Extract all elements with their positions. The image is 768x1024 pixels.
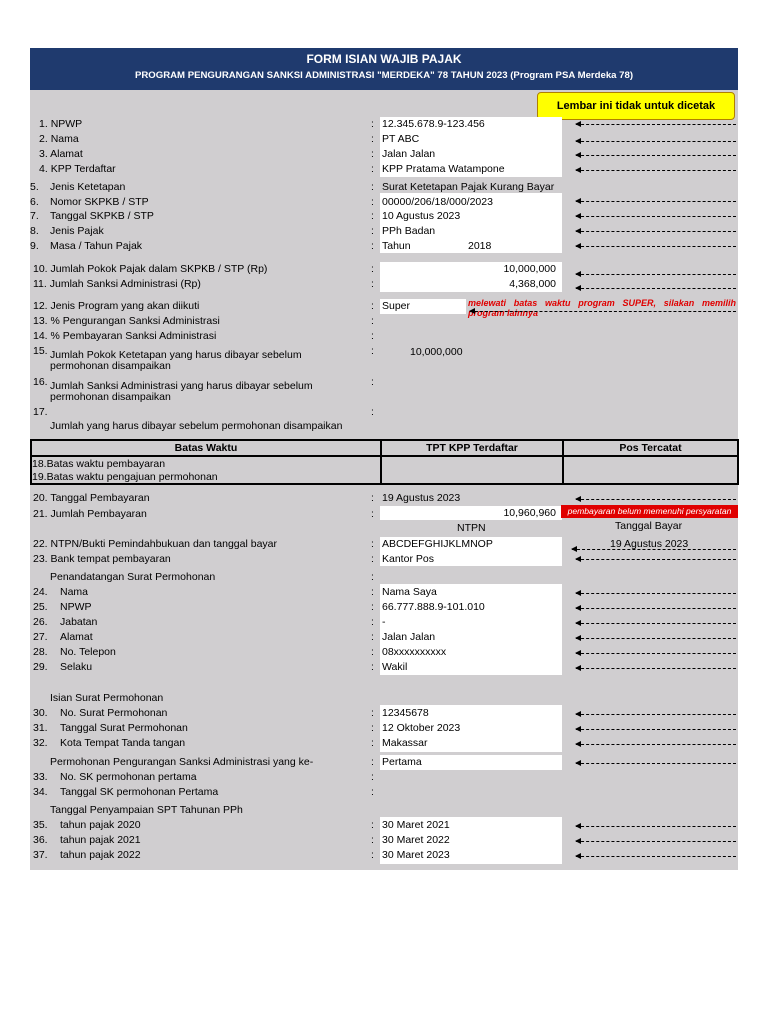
arrow-icon [576, 638, 736, 639]
tpt-kpp-cell[interactable] [381, 456, 563, 484]
spt-2021-value[interactable]: 30 Maret 2022 [382, 834, 450, 846]
arrow-icon [576, 274, 736, 275]
row-26-num: 26. [33, 616, 48, 628]
masa-value[interactable]: Tahun [382, 240, 411, 252]
spt-2020-value[interactable]: 30 Maret 2021 [382, 819, 450, 831]
colon: : [371, 133, 374, 145]
colon: : [371, 210, 374, 222]
batas-label-cell: 18.Batas waktu pembayaran [31, 456, 381, 470]
row-29-num: 29. [33, 661, 48, 673]
row-8-label: Jenis Pajak [50, 225, 104, 237]
colon: : [371, 163, 374, 175]
row-12: 12. Jenis Program yang akan diikuti [33, 300, 200, 312]
row-16-num: 16. [33, 376, 48, 388]
tanggal-bayar-value[interactable]: 19 Agustus 2023 [610, 538, 689, 550]
colon: : [371, 148, 374, 160]
payment-warning: pembayaran belum memenuhi persyaratan [561, 505, 738, 518]
row-31-num: 31. [33, 722, 48, 734]
arrow-icon [576, 216, 736, 217]
row-30-label: No. Surat Permohonan [60, 707, 168, 719]
jumlah-pembayaran-value[interactable]: 10,960,960 [503, 507, 556, 519]
jenis-pajak-value[interactable]: PPh Badan [382, 225, 436, 237]
arrow-icon [576, 124, 736, 125]
arrow-icon [576, 826, 736, 827]
row-23: 23. Bank tempat pembayaran [33, 553, 171, 565]
row-24-label: Nama [60, 586, 89, 598]
row-10: 10. Jumlah Pokok Pajak dalam SKPKB / STP (Rp) [33, 263, 268, 275]
row-27-num: 27. [33, 631, 48, 643]
form-subtitle: PROGRAM PENGURANGAN SANKSI ADMINISTRASI "MERDEKA" 78 TAHUN 2023 (Program PSA Merdeka 78) [134, 70, 634, 81]
row-34-label: Tanggal SK permohonan Pertama [60, 786, 219, 798]
row-4: 4. KPP Terdaftar [39, 163, 116, 175]
row-28-num: 28. [33, 646, 48, 658]
colon: : [371, 819, 374, 831]
signer-npwp-value[interactable]: 66.777.888.9-101.010 [382, 601, 485, 613]
colon: : [371, 538, 374, 550]
row-25-label: NPWP [60, 601, 92, 613]
colon: : [371, 118, 374, 130]
signer-selaku-value[interactable]: Wakil [382, 661, 408, 673]
arrow-icon [576, 155, 736, 156]
row-2: 2. Nama [39, 133, 79, 145]
row-27-label: Alamat [60, 631, 93, 643]
row-9-label: Masa / Tahun Pajak [50, 240, 143, 252]
form-title: FORM ISIAN WAJIB PAJAK [306, 52, 462, 66]
row-15-label2: permohonan disampaikan [50, 360, 171, 372]
row-35-label: tahun pajak 2020 [60, 819, 141, 831]
colon: : [371, 492, 374, 504]
row-16-label: Jumlah Sanksi Administrasi yang harus dibayar sebelum [50, 380, 313, 392]
row-25-num: 25. [33, 601, 48, 613]
signer-alamat-value[interactable]: Jalan Jalan [382, 631, 436, 643]
sanksi-value[interactable]: 4,368,000 [509, 278, 556, 290]
signer-jabatan-value[interactable]: - [382, 616, 386, 628]
program-select[interactable]: Super [382, 300, 411, 312]
arrow-icon [576, 201, 736, 202]
colon: : [371, 586, 374, 598]
signer-nama-value[interactable]: Nama Saya [382, 586, 437, 598]
spt-heading: Tanggal Penyampaian SPT Tahunan PPh [50, 804, 243, 816]
row-3: 3. Alamat [39, 148, 83, 160]
arrow-icon [576, 246, 736, 247]
colon: : [371, 571, 374, 583]
pokok-ketetapan-value: 10,000,000 [410, 346, 463, 358]
arrow-icon [576, 141, 736, 142]
ntpn-header: NTPN [457, 522, 486, 534]
colon: : [371, 849, 374, 861]
row-6-label: Nomor SKPKB / STP [50, 196, 149, 208]
arrow-icon [576, 593, 736, 594]
colon: : [371, 737, 374, 749]
row-31-label: Tanggal Surat Permohonan [60, 722, 188, 734]
batas-label-cell: 19.Batas waktu pengajuan permohonan [31, 470, 381, 484]
colon: : [371, 263, 374, 275]
bank-value[interactable]: Kantor Pos [382, 553, 434, 565]
row-37-num: 37. [33, 849, 48, 861]
arrow-icon [576, 714, 736, 715]
arrow-icon [576, 231, 736, 232]
batas-waktu-table [30, 439, 739, 485]
row-29-label: Selaku [60, 661, 93, 673]
alamat-value[interactable]: Jalan Jalan [382, 148, 436, 160]
row-34-num: 34. [33, 786, 48, 798]
tanggal-bayar-header: Tanggal Bayar [615, 520, 683, 532]
row-33-num: 33. [33, 771, 48, 783]
row-8-num: 8. [30, 225, 39, 237]
row-37-label: tahun pajak 2022 [60, 849, 141, 861]
nama-value[interactable]: PT ABC [382, 133, 420, 145]
tanggal-surat-value[interactable]: 12 Oktober 2023 [382, 722, 461, 734]
table-row [31, 456, 738, 470]
signer-telepon-value[interactable]: 08xxxxxxxxxx [382, 646, 447, 658]
row-14: 14. % Pembayaran Sanksi Administrasi [33, 330, 217, 342]
row-36-label: tahun pajak 2021 [60, 834, 141, 846]
row-5-label: Jenis Ketetapan [50, 181, 126, 193]
colon: : [371, 330, 374, 342]
arrow-icon [576, 499, 736, 500]
colon: : [371, 616, 374, 628]
row-13: 13. % Pengurangan Sanksi Administrasi [33, 315, 220, 327]
no-surat-value[interactable]: 12345678 [382, 707, 429, 719]
row-28-label: No. Telepon [60, 646, 116, 658]
row-11: 11. Jumlah Sanksi Administrasi (Rp) [33, 278, 201, 290]
row-6-num: 6. [30, 196, 39, 208]
row-36-num: 36. [33, 834, 48, 846]
colon: : [371, 315, 374, 327]
colon: : [371, 707, 374, 719]
pos-tercatat-header: Pos Tercatat [563, 440, 738, 456]
arrow-icon [576, 841, 736, 842]
row-26-label: Jabatan [60, 616, 98, 628]
row-24-num: 24. [33, 586, 48, 598]
row-20: 20. Tanggal Pembayaran [33, 492, 150, 504]
colon: : [371, 300, 374, 312]
tanggal-pembayaran-value[interactable]: 19 Agustus 2023 [382, 492, 461, 504]
row-17-num: 17. [33, 406, 48, 418]
colon: : [371, 661, 374, 673]
arrow-icon [576, 744, 736, 745]
colon: : [371, 181, 374, 193]
row-30-num: 30. [33, 707, 48, 719]
program-warning: melewati batas waktu program SUPER, silakan memilih program lainnya [468, 298, 736, 318]
colon: : [371, 601, 374, 613]
arrow-icon [576, 856, 736, 857]
row-15-num: 15. [33, 345, 48, 357]
arrow-icon [576, 653, 736, 654]
colon: : [371, 406, 374, 418]
colon: : [371, 646, 374, 658]
colon: : [371, 771, 374, 783]
row-33-label: No. SK permohonan pertama [60, 771, 197, 783]
colon: : [371, 553, 374, 565]
batas-waktu-header: Batas Waktu [31, 440, 381, 456]
row-32-label: Kota Tempat Tanda tangan [60, 737, 186, 749]
arrow-icon [572, 549, 736, 550]
colon: : [371, 508, 374, 520]
permohonan-ke-label: Permohonan Pengurangan Sanksi Administrasi yang ke- [50, 756, 314, 768]
colon: : [371, 240, 374, 252]
nomor-skpkb-value[interactable]: 00000/206/18/000/2023 [382, 196, 493, 208]
arrow-icon [576, 288, 736, 289]
kota-value[interactable]: Makassar [382, 737, 428, 749]
colon: : [371, 278, 374, 290]
npwp-value[interactable]: 12.345.678.9-123.456 [382, 118, 485, 130]
row-15-label: Jumlah Pokok Ketetapan yang harus dibayar sebelum [50, 349, 302, 361]
form-header [30, 48, 738, 90]
pos-tercatat-cell[interactable] [563, 456, 738, 484]
colon: : [371, 376, 374, 388]
surat-heading: Isian Surat Permohonan [50, 692, 164, 704]
row-17-label: Jumlah yang harus dibayar sebelum permohonan disampaikan [50, 420, 343, 432]
not-for-print-note: Lembar ini tidak untuk dicetak [537, 92, 735, 120]
row-1: 1. NPWP [39, 118, 83, 130]
row-16-label2: permohonan disampaikan [50, 391, 171, 403]
arrow-icon [576, 668, 736, 669]
colon: : [371, 345, 374, 357]
colon: : [371, 631, 374, 643]
row-9-num: 9. [30, 240, 39, 252]
row-7-num: 7. [30, 210, 39, 222]
row-5-num: 5. [30, 181, 39, 193]
tahun-value[interactable]: 2018 [468, 240, 492, 252]
ntpn-value[interactable]: ABCDEFGHIJKLMNOP [382, 538, 493, 550]
row-22: 22. NTPN/Bukti Pemindahbukuan dan tanggal bayar [33, 538, 278, 550]
kpp-value[interactable]: KPP Pratama Watampone [382, 163, 505, 175]
arrow-icon [576, 608, 736, 609]
colon: : [371, 225, 374, 237]
arrow-icon [576, 729, 736, 730]
penandatangan-heading: Penandatangan Surat Permohonan [50, 571, 216, 583]
row-7-label: Tanggal SKPKB / STP [50, 210, 154, 222]
spt-2022-value[interactable]: 30 Maret 2023 [382, 849, 450, 861]
tanggal-skpkb-value[interactable]: 10 Agustus 2023 [382, 210, 461, 222]
jenis-ketetapan-value[interactable]: Surat Ketetapan Pajak Kurang Bayar [382, 181, 555, 193]
arrow-icon [576, 559, 736, 560]
colon: : [371, 756, 374, 768]
arrow-icon [470, 311, 736, 312]
row-32-num: 32. [33, 737, 48, 749]
permohonan-ke-select[interactable]: Pertama [382, 756, 422, 768]
colon: : [371, 196, 374, 208]
row-21: 21. Jumlah Pembayaran [33, 508, 147, 520]
arrow-icon [576, 763, 736, 764]
colon: : [371, 834, 374, 846]
arrow-icon [576, 623, 736, 624]
pokok-pajak-value[interactable]: 10,000,000 [503, 263, 556, 275]
colon: : [371, 786, 374, 798]
arrow-icon [576, 170, 736, 171]
row-35-num: 35. [33, 819, 48, 831]
tpt-kpp-header: TPT KPP Terdaftar [381, 440, 563, 456]
colon: : [371, 722, 374, 734]
